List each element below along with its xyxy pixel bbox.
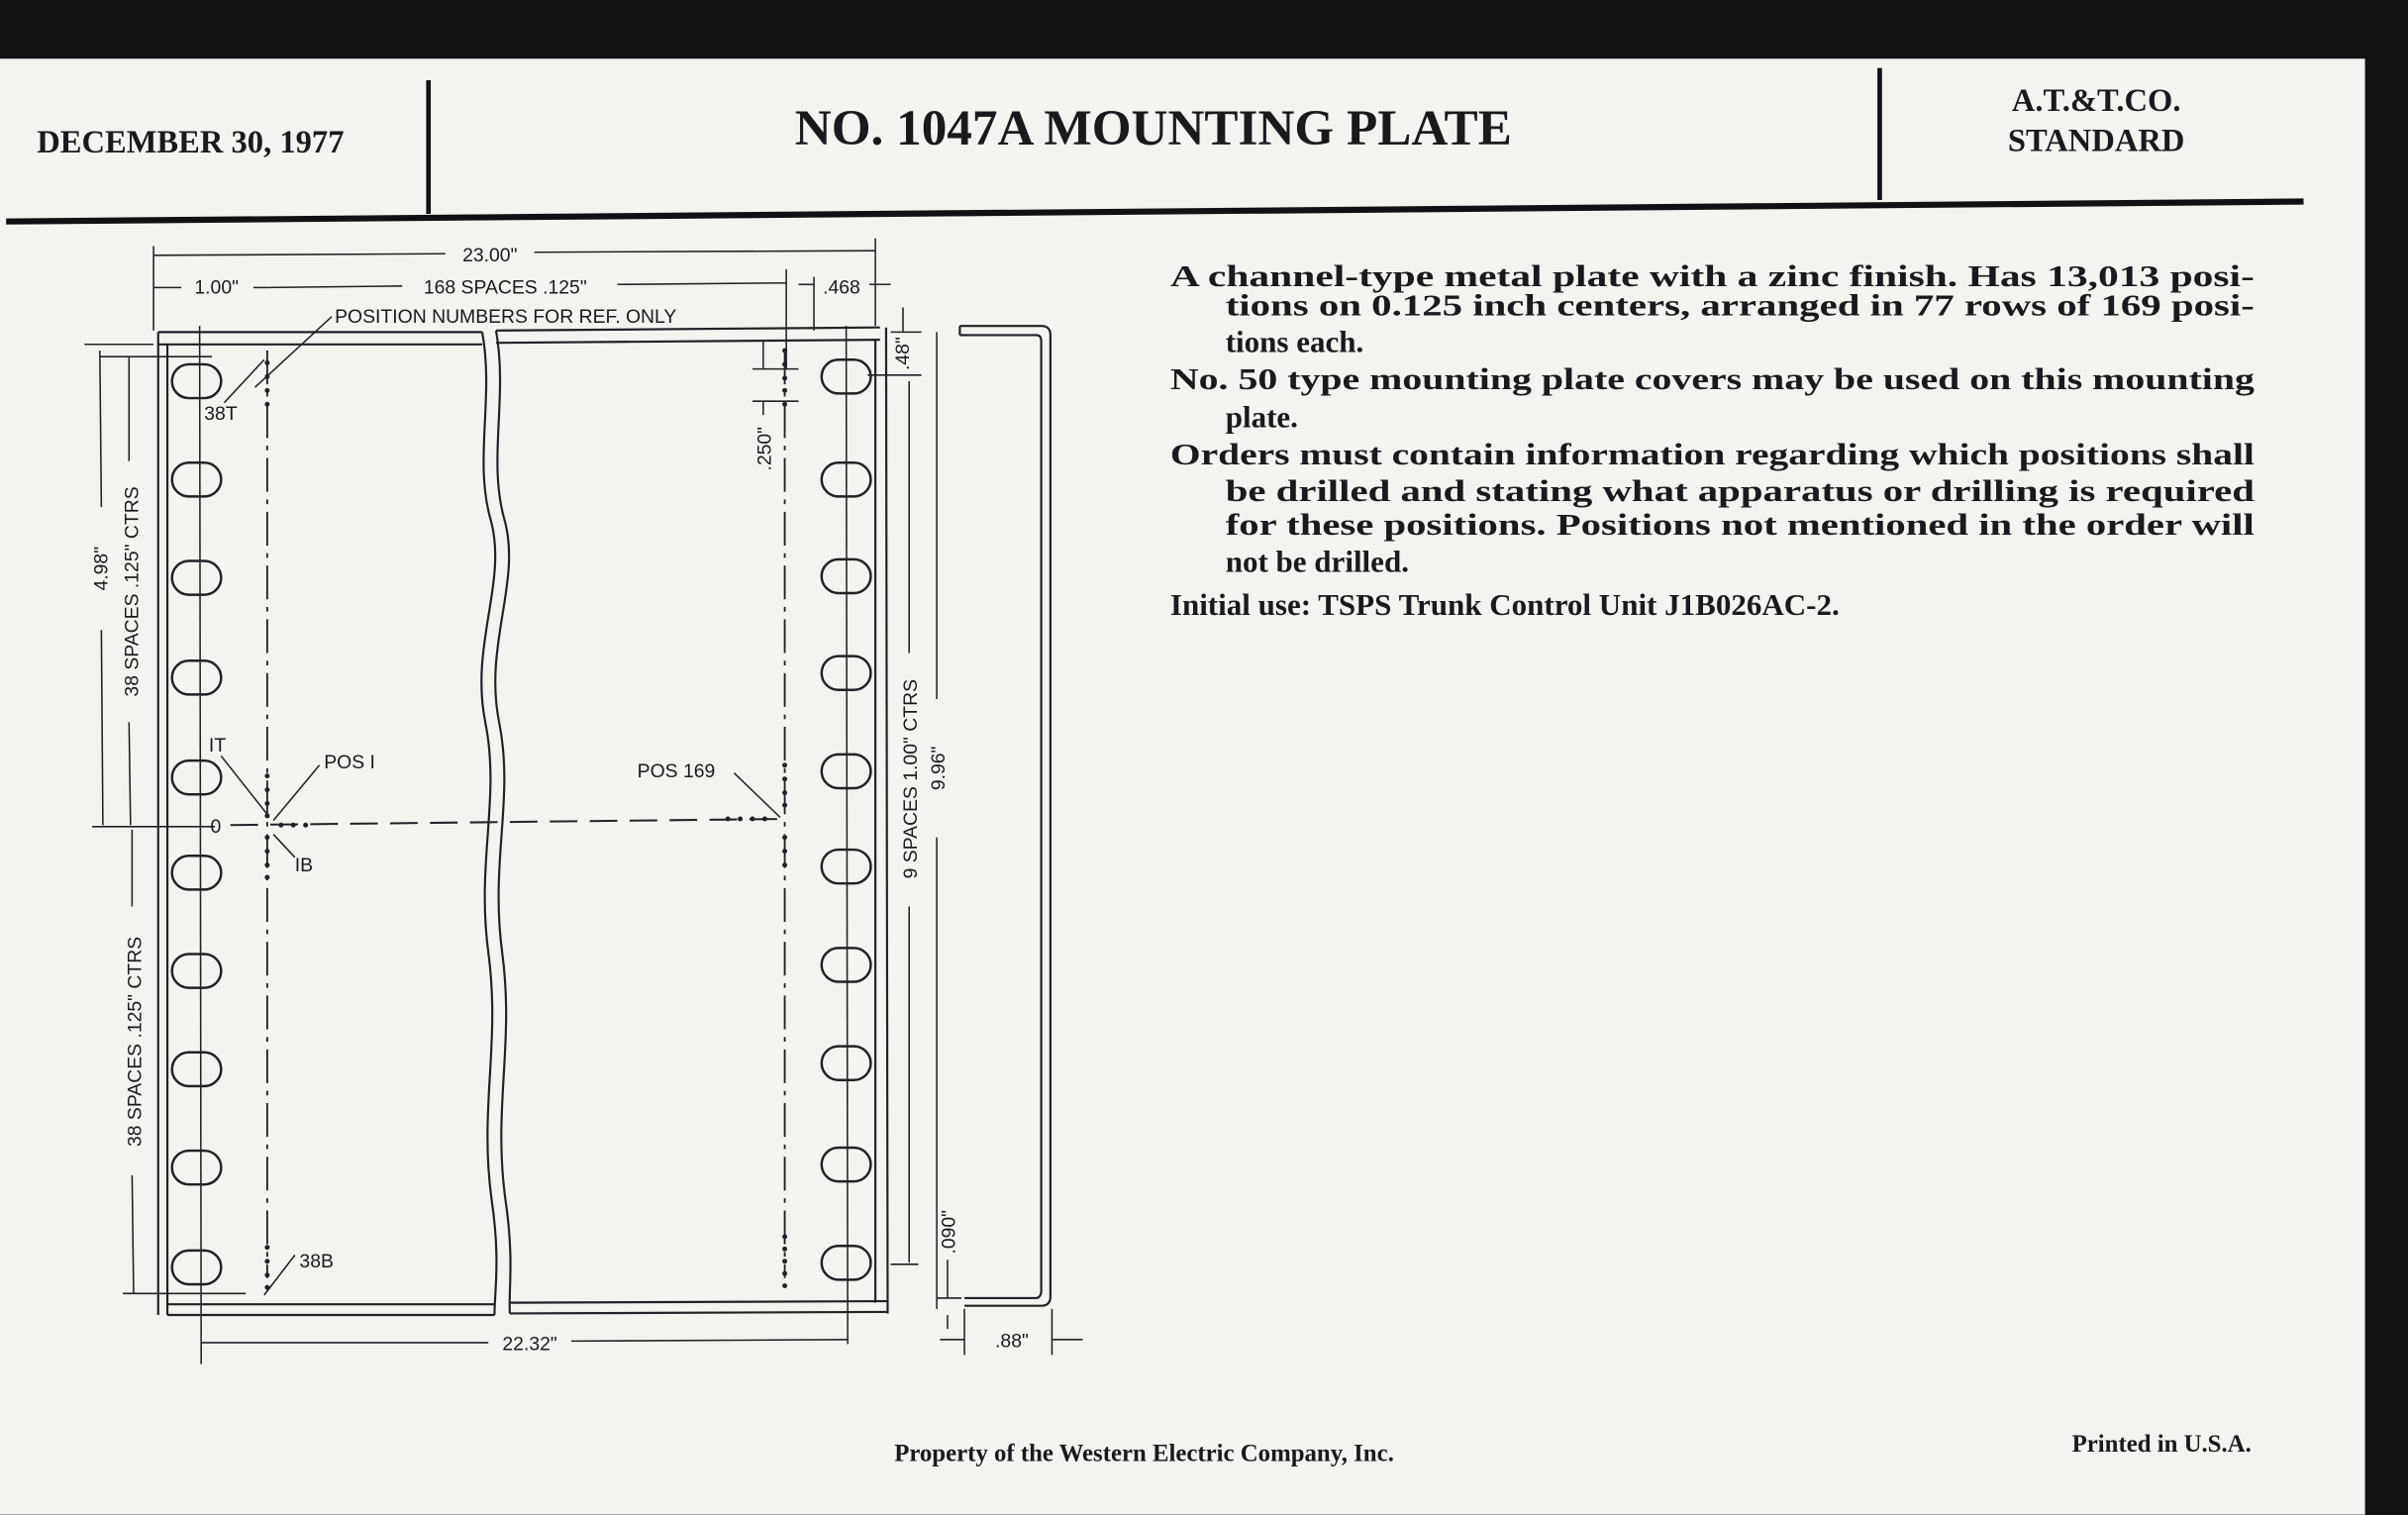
date: DECEMBER 30, 1977 xyxy=(37,124,345,160)
dim-overall-height: 9.96" xyxy=(927,746,950,791)
position-dot xyxy=(264,1245,269,1250)
label-1t: IT xyxy=(208,734,227,757)
dim-horizontal-spaces: 168 SPACES .125" xyxy=(423,276,587,299)
position-dot xyxy=(782,1234,787,1239)
description-line: Orders must contain information regarding which positions shall xyxy=(1169,436,2256,471)
position-dot xyxy=(782,803,787,808)
position-dot xyxy=(264,360,269,365)
position-dot xyxy=(264,773,269,778)
description-line: A channel-type metal plate with a zinc finish. Has 13,013 posi- xyxy=(1169,257,2255,293)
position-dot xyxy=(264,874,269,879)
position-dot xyxy=(303,823,308,828)
description-line: be drilled and stating what apparatus or drilling is required xyxy=(1225,472,2255,508)
position-dot xyxy=(782,1259,787,1263)
description-line: tions on 0.125 inch centers, arranged in 77 rows of 169 posi- xyxy=(1225,287,2255,323)
dim-250: .250" xyxy=(753,426,776,471)
description-line: for these positions. Positions not mentioned in the order will xyxy=(1225,507,2256,543)
position-dot xyxy=(782,762,787,767)
dim-overall-width: 23.00" xyxy=(462,245,518,267)
position-dot xyxy=(782,375,787,380)
position-dot xyxy=(726,817,731,822)
position-note: POSITION NUMBERS FOR REF. ONLY xyxy=(335,306,677,329)
position-dot xyxy=(782,776,787,781)
position-dot xyxy=(782,388,787,393)
position-dot xyxy=(264,801,269,806)
dim-height-upper: 4.98" xyxy=(90,546,113,591)
dim-right-margin: .468 xyxy=(823,276,860,299)
position-dot xyxy=(264,787,269,792)
position-dot xyxy=(738,817,743,822)
position-dot xyxy=(291,823,296,828)
description-line: tions each. xyxy=(1225,324,1364,359)
dim-spaces-upper: 38 SPACES .125" CTRS xyxy=(121,486,144,697)
label-38b: 38B xyxy=(299,1250,334,1272)
position-dot xyxy=(782,862,787,867)
description-line: not be drilled. xyxy=(1225,544,1409,579)
label-1b: IB xyxy=(294,854,314,876)
position-dot xyxy=(782,790,787,795)
description-line: plate. xyxy=(1225,399,1298,435)
position-dot xyxy=(762,817,767,822)
position-dot xyxy=(264,1259,269,1263)
dim-vertical-spaces: 9 SPACES 1.00" CTRS xyxy=(899,678,922,879)
position-dot xyxy=(264,862,269,867)
position-dot xyxy=(751,817,755,822)
label-zero: 0 xyxy=(210,816,222,838)
dim-88: .88" xyxy=(995,1330,1029,1353)
position-dot xyxy=(264,1272,269,1277)
label-pos169: POS 169 xyxy=(637,760,716,783)
position-dot xyxy=(782,1271,787,1276)
label-pos1: POS I xyxy=(324,751,375,773)
dim-090: .090" xyxy=(938,1209,960,1255)
dim-left-margin: 1.00" xyxy=(194,276,239,299)
position-dot xyxy=(264,402,269,407)
description-line: No. 50 type mounting plate covers may be used on this mounting xyxy=(1169,360,2256,396)
position-dot xyxy=(782,835,787,840)
label-38t: 38T xyxy=(204,402,238,425)
position-dot xyxy=(782,1283,787,1288)
description-line: Initial use: TSPS Trunk Control Unit J1B026AC-2. xyxy=(1169,586,1840,622)
position-dot xyxy=(782,1247,787,1252)
dim-48: .48" xyxy=(892,337,915,370)
position-dot xyxy=(782,402,787,407)
standard-line1: A.T.&T.CO. xyxy=(2011,83,2181,120)
position-dot xyxy=(264,849,269,854)
dim-slot-span: 22.32" xyxy=(502,1333,557,1356)
position-dot xyxy=(278,823,283,828)
page-title: NO. 1047A MOUNTING PLATE xyxy=(794,100,1512,157)
footer-property: Property of the Western Electric Company, Inc. xyxy=(894,1440,1394,1467)
position-dot xyxy=(782,849,787,854)
dim-spaces-lower: 38 SPACES .125" CTRS xyxy=(124,936,147,1148)
footer-printed: Printed in U.S.A. xyxy=(2071,1431,2252,1459)
position-dot xyxy=(264,835,269,840)
standard-line2: STANDARD xyxy=(2007,123,2185,159)
position-dot xyxy=(264,388,269,393)
